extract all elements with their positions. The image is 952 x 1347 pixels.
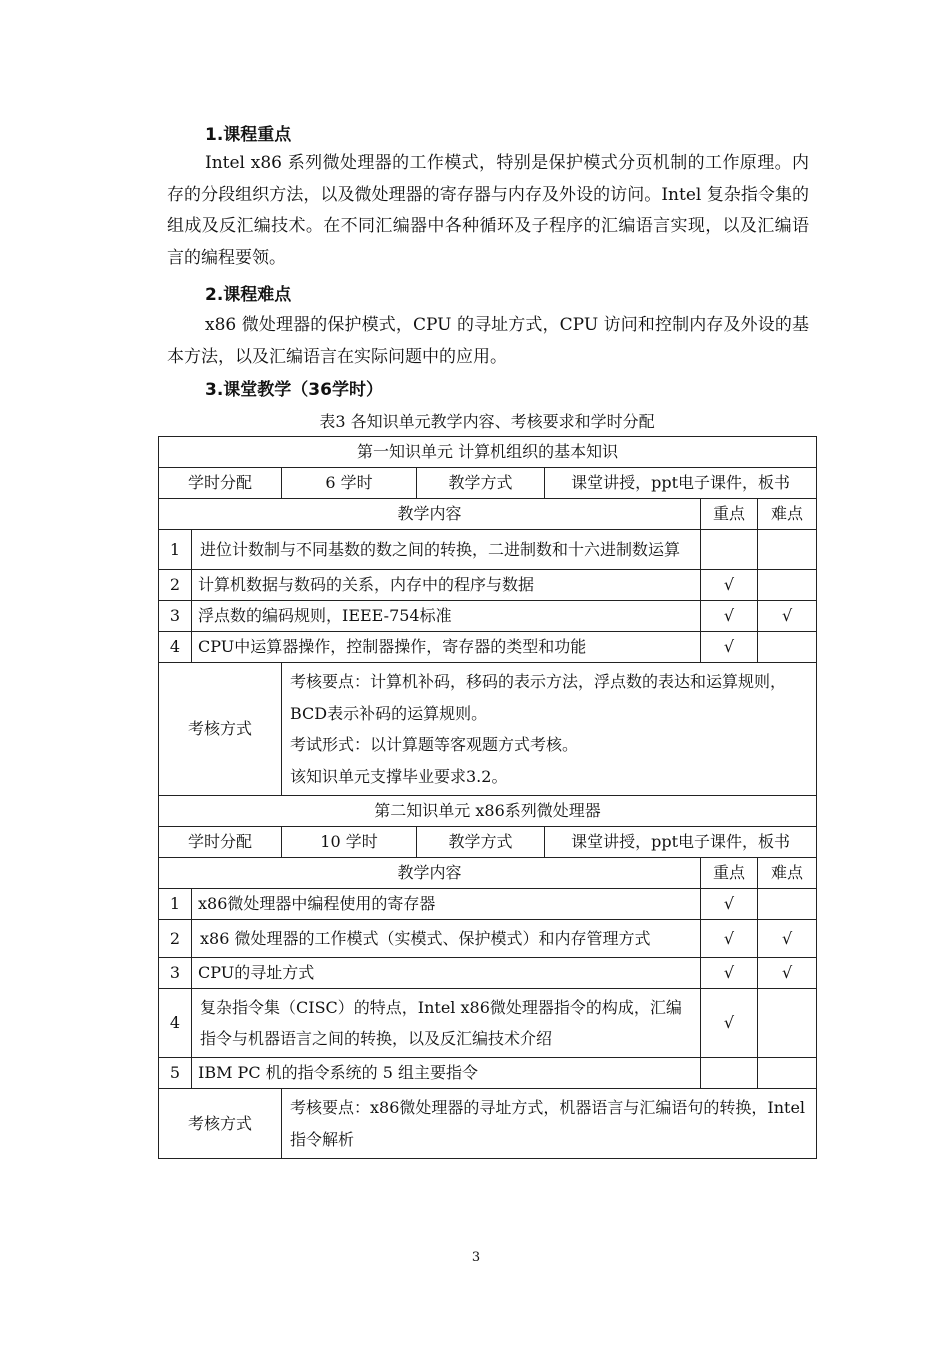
item-number: 3 xyxy=(159,958,192,989)
content-label: 教学内容 xyxy=(159,499,701,530)
table-caption: 表3 各知识单元教学内容、考核要求和学时分配 xyxy=(319,412,655,431)
hours-value: 6 学时 xyxy=(282,468,417,499)
key-mark: √ xyxy=(701,601,758,632)
difficult-mark: √ xyxy=(758,958,817,989)
unit-hours-row xyxy=(159,468,817,499)
difficult-mark xyxy=(758,570,817,601)
table-row xyxy=(159,530,817,570)
course-focus-heading: 1.课程重点 xyxy=(205,125,292,145)
key-mark: √ xyxy=(701,989,758,1058)
key-label: 重点 xyxy=(701,499,758,530)
item-number: 4 xyxy=(159,632,192,663)
difficult-mark xyxy=(758,530,817,570)
assessment-row xyxy=(159,663,817,796)
assessment-support: 该知识单元支撑毕业要求3.2。 xyxy=(290,766,508,786)
difficult-label: 难点 xyxy=(758,858,817,889)
difficult-mark xyxy=(758,989,817,1058)
assessment-label: 考核方式 xyxy=(159,1089,282,1159)
content-label: 教学内容 xyxy=(159,858,701,889)
unit-title-row xyxy=(159,796,817,827)
table-row xyxy=(159,958,817,989)
method-label: 教学方式 xyxy=(417,468,545,499)
item-text: 进位计数制与不同基数的数之间的转换，二进制数和十六进制数运算 xyxy=(192,530,701,570)
key-mark: √ xyxy=(701,920,758,958)
item-text: IBM PC 机的指令系统的 5 组主要指令 xyxy=(192,1058,701,1089)
assessment-content xyxy=(282,1089,817,1159)
difficult-label: 难点 xyxy=(758,499,817,530)
method-value: 课堂讲授，ppt电子课件，板书 xyxy=(545,468,817,499)
difficult-mark xyxy=(758,889,817,920)
key-mark xyxy=(701,1058,758,1089)
item-number: 3 xyxy=(159,601,192,632)
table-row xyxy=(159,632,817,663)
content-header-row xyxy=(159,499,817,530)
item-text: CPU中运算器操作，控制器操作，寄存器的类型和功能 xyxy=(192,632,701,663)
table-row xyxy=(159,1058,817,1089)
assessment-points: 考核要点：x86微处理器的寻址方式，机器语言与汇编语句的转换，Intel指令解析 xyxy=(290,1098,806,1149)
assessment-content xyxy=(282,663,817,796)
assessment-row xyxy=(159,1089,817,1159)
item-number: 2 xyxy=(159,570,192,601)
knowledge-unit-table xyxy=(158,436,817,1159)
assessment-form: 考试形式：以计算题等客观题方式考核。 xyxy=(290,735,579,754)
difficult-mark: √ xyxy=(758,920,817,958)
assessment-label: 考核方式 xyxy=(159,663,282,796)
unit-hours-row xyxy=(159,827,817,858)
page-number: 3 xyxy=(471,1250,481,1265)
table-row xyxy=(159,989,817,1058)
hours-label: 学时分配 xyxy=(159,827,282,858)
item-text: x86 微处理器的工作模式（实模式、保护模式）和内存管理方式 xyxy=(192,920,701,958)
table-row xyxy=(159,570,817,601)
method-value: 课堂讲授，ppt电子课件，板书 xyxy=(545,827,817,858)
item-number: 1 xyxy=(159,530,192,570)
unit-title: 第一知识单元 计算机组织的基本知识 xyxy=(159,437,817,468)
item-text: 复杂指令集（CISC）的特点，Intel x86微处理器指令的构成，汇编指令与机器语言之间的转换，以及反汇编技术介绍 xyxy=(192,989,701,1058)
unit-title-row xyxy=(159,437,817,468)
difficult-mark xyxy=(758,632,817,663)
table-row xyxy=(159,920,817,958)
method-label: 教学方式 xyxy=(417,827,545,858)
difficult-mark: √ xyxy=(758,601,817,632)
hours-label: 学时分配 xyxy=(159,468,282,499)
classroom-teaching-heading: 3.课堂教学（36学时） xyxy=(205,380,383,400)
difficult-mark xyxy=(758,1058,817,1089)
key-mark xyxy=(701,530,758,570)
item-number: 1 xyxy=(159,889,192,920)
course-difficulty-heading: 2.课程难点 xyxy=(205,285,292,305)
item-text: 计算机数据与数码的关系，内存中的程序与数据 xyxy=(192,570,701,601)
course-focus-text: Intel x86 系列微处理器的工作模式，特别是保护模式分页机制的工作原理。内存的分段组织方法，以及微处理器的寄存器与内存及外设的访问。Intel 复杂指令集的组成及反汇编技术。在不同汇编器中各种循环及子程序的汇编语言实现，以及汇编语言的编程要领。 xyxy=(167,153,809,268)
item-text: 浮点数的编码规则，IEEE-754标准 xyxy=(192,601,701,632)
key-mark: √ xyxy=(701,570,758,601)
key-label: 重点 xyxy=(701,858,758,889)
key-mark: √ xyxy=(701,958,758,989)
unit-title: 第二知识单元 x86系列微处理器 xyxy=(159,796,817,827)
hours-value: 10 学时 xyxy=(282,827,417,858)
key-mark: √ xyxy=(701,632,758,663)
item-text: CPU的寻址方式 xyxy=(192,958,701,989)
course-difficulty-text: x86 微处理器的保护模式，CPU 的寻址方式，CPU 访问和控制内存及外设的基本方法，以及汇编语言在实际问题中的应用。 xyxy=(167,315,809,367)
content-header-row xyxy=(159,858,817,889)
assessment-points: 考核要点：计算机补码，移码的表示方法，浮点数的表达和运算规则，BCD表示补码的运算规则。 xyxy=(290,672,787,723)
item-number: 4 xyxy=(159,989,192,1058)
item-number: 2 xyxy=(159,920,192,958)
item-text: x86微处理器中编程使用的寄存器 xyxy=(192,889,701,920)
table-row xyxy=(159,889,817,920)
table-row xyxy=(159,601,817,632)
key-mark: √ xyxy=(701,889,758,920)
item-number: 5 xyxy=(159,1058,192,1089)
